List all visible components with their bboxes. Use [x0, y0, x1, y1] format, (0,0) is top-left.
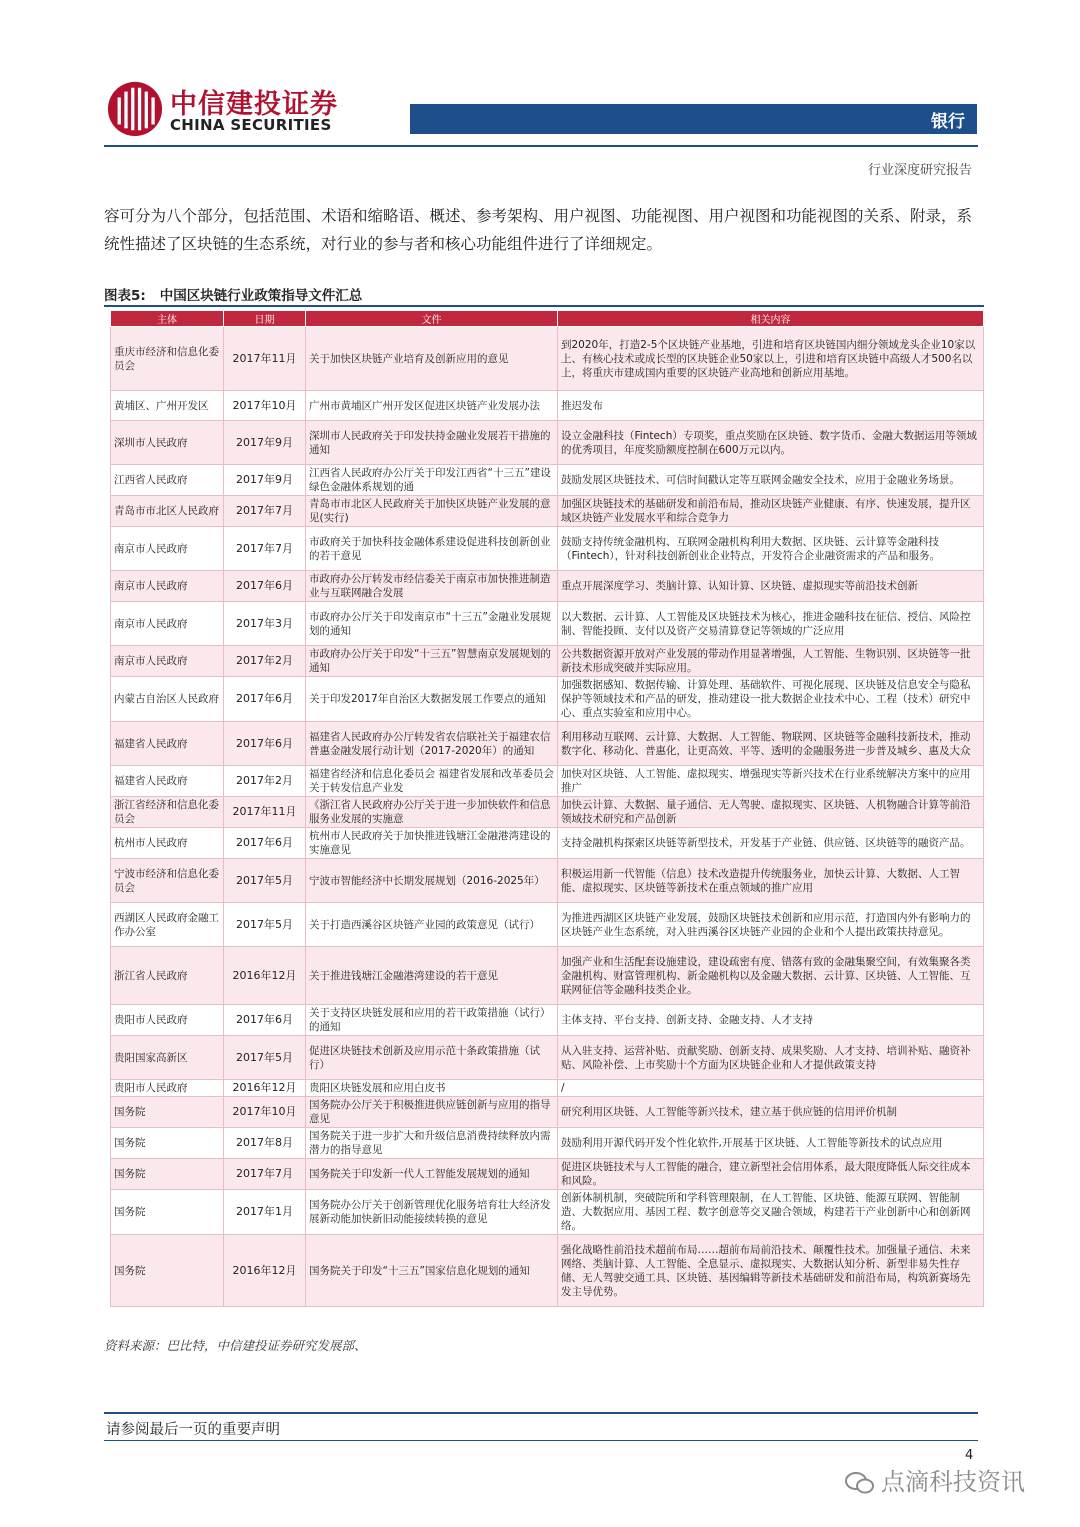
table-cell: 2017年6月: [224, 828, 306, 859]
table-cell: 江西省人民政府: [111, 465, 224, 496]
table-row: [111, 391, 984, 421]
table-cell: 研究利用区块链、人工智能等新兴技术，建立基于供应链的信用评价机制: [558, 1097, 984, 1128]
table-row: [111, 421, 984, 465]
table-cell: 2017年7月: [224, 496, 306, 527]
table-cell: 加强产业和生活配套设施建设，建设疏密有度、错落有致的金融集聚空间，有效集聚各类金融机构、财富管理机构、新金融机构以及金融大数据、云计算、区块链、人工智能、互联网征信等金融科技类企业。: [558, 947, 984, 1005]
watermark: [845, 1462, 1025, 1497]
table-cell: 贵阳区块链发展和应用白皮书: [306, 1080, 558, 1097]
table-cell: 江西省人民政府办公厅关于印发江西省“十三五”建设绿色金融体系规划的通: [306, 465, 558, 496]
table-cell: 以大数据、云计算、人工智能及区块链技术为核心，推进金融科技在征信、授信、风险控制、智能投顾、支付以及资产交易清算登记等领域的广泛应用: [558, 602, 984, 646]
table-cell: 杭州市人民政府: [111, 828, 224, 859]
table-cell: 国务院: [111, 1128, 224, 1159]
footer-divider-thin: [104, 1440, 978, 1441]
table-cell: 《浙江省人民政府办公厅关于进一步加快软件和信息服务业发展的实施意: [306, 797, 558, 828]
table-cell: 宁波市经济和信息化委员会: [111, 859, 224, 903]
table-cell: 关于打造西溪谷区块链产业园的政策意见（试行）: [306, 903, 558, 947]
page-number: 4: [965, 1448, 974, 1463]
table-cell: 国务院办公厅关于创新管理优化服务培育壮大经济发展新动能加快新旧动能接续转换的意见: [306, 1190, 558, 1235]
table-cell: 青岛市市北区人民政府关于加快区块链产业发展的意见(实行): [306, 496, 558, 527]
table-cell: 国务院: [111, 1190, 224, 1235]
table-row: [111, 496, 984, 527]
table-cell: 福建省人民政府办公厅转发省农信联社关于福建农信普惠金融发展行动计划（2017-2020年）的通知: [306, 722, 558, 766]
table-row: [111, 1097, 984, 1128]
table-cell: 鼓励发展区块链技术、可信时间戳认定等互联网金融安全技术，应用于金融业务场景。: [558, 465, 984, 496]
table-cell: 杭州市人民政府关于加快推进钱塘江金融港湾建设的实施意见: [306, 828, 558, 859]
table-cell: 市政府关于加快科技金融体系建设促进科技创新创业的若干意见: [306, 527, 558, 571]
brand-name-cn: 中信建投证券: [170, 89, 338, 120]
table-row: [111, 327, 984, 391]
table-cell: 为推进西湖区区块链产业发展，鼓励区块链技术创新和应用示范，打造国内外有影响力的区块链产业生态系统，对入驻西溪谷区块链产业园的企业和个人提出政策扶持意见。: [558, 903, 984, 947]
table-cell: 青岛市市北区人民政府: [111, 496, 224, 527]
table-cell: 2017年6月: [224, 722, 306, 766]
table-cell: 从入驻支持、运营补贴、贡献奖励、创新支持、成果奖励、人才支持、培训补贴、融资补贴、风险补偿、上市奖励十个方面为区块链企业和人才提供政策支持: [558, 1036, 984, 1080]
table-cell: 深圳市人民政府: [111, 421, 224, 465]
table-row: [111, 797, 984, 828]
column-header: 主体: [111, 311, 224, 327]
table-cell: 国务院办公厅关于积极推进供应链创新与应用的指导意见: [306, 1097, 558, 1128]
table-header-row: [111, 311, 984, 327]
source-note: 资料来源：巴比特，中信建投证券研究发展部、: [104, 1338, 367, 1353]
table-cell: 加快对区块链、人工智能、虚拟现实、增强现实等新兴技术在行业系统解决方案中的应用推广: [558, 766, 984, 797]
table-cell: 浙江省经济和信息化委员会: [111, 797, 224, 828]
figure-label: 图表5:: [104, 288, 146, 304]
table-cell: 利用移动互联网、云计算、大数据、人工智能、物联网、区块链等金融科技新技术，推动数字化、移动化、普惠化，让更高效、平等、透明的金融服务进一步普及城乡、惠及大众: [558, 722, 984, 766]
table-cell: 南京市人民政府: [111, 602, 224, 646]
header-divider: [104, 145, 978, 147]
table-cell: 2017年2月: [224, 766, 306, 797]
table-cell: 贵阳市人民政府: [111, 1005, 224, 1036]
table-cell: 广州市黄埔区广州开发区促进区块链产业发展办法: [306, 391, 558, 421]
table-cell: 2017年2月: [224, 646, 306, 677]
table-row: [111, 527, 984, 571]
table-cell: 加强数据感知、数据传输、计算处理、基础软件、可视化展现、区块链及信息安全与隐私保护等领域技术和产品的研发，推动建设一批大数据企业技术中心、工程（技术）研究中心、重点实验室和应用中心。: [558, 677, 984, 722]
brand-name-en: CHINA SECURITIES: [170, 116, 332, 134]
section-banner: [410, 104, 977, 134]
table-row: [111, 828, 984, 859]
table-cell: 国务院关于印发“十三五”国家信息化规划的通知: [306, 1235, 558, 1307]
table-cell: 鼓励利用开源代码开发个性化软件,开展基于区块链、人工智能等新技术的试点应用: [558, 1128, 984, 1159]
table-row: [111, 677, 984, 722]
table-cell: 2017年9月: [224, 421, 306, 465]
table-row: [111, 646, 984, 677]
table-cell: 市政府办公厅转发市经信委关于南京市加快推进制造业与互联网融合发展: [306, 571, 558, 602]
table-cell: 2017年10月: [224, 1097, 306, 1128]
table-row: [111, 1036, 984, 1080]
table-row: [111, 1080, 984, 1097]
table-cell: 支持金融机构探索区块链等新型技术，开发基于产业链、供应链、区块链等的融资产品。: [558, 828, 984, 859]
table-cell: 国务院: [111, 1235, 224, 1307]
table-cell: 加强区块链技术的基础研发和前沿布局，推动区块链产业健康、有序、快速发展，提升区域区块链产业发展水平和综合竞争力: [558, 496, 984, 527]
table-cell: 贵阳市人民政府: [111, 1080, 224, 1097]
table-cell: 国务院关于进一步扩大和升级信息消费持续释放内需潜力的指导意见: [306, 1128, 558, 1159]
table-row: [111, 947, 984, 1005]
table-cell: 2017年11月: [224, 327, 306, 391]
table-cell: 2017年1月: [224, 1190, 306, 1235]
table-cell: 促进区块链技术创新及应用示范十条政策措施（试行）: [306, 1036, 558, 1080]
table-cell: 南京市人民政府: [111, 527, 224, 571]
table-cell: 福建省人民政府: [111, 722, 224, 766]
table-body: [111, 327, 984, 1307]
table-row: [111, 1235, 984, 1307]
section-label: 银行: [931, 112, 965, 132]
table-cell: 南京市人民政府: [111, 646, 224, 677]
disclaimer: 请参阅最后一页的重要声明: [106, 1422, 280, 1438]
table-row: [111, 722, 984, 766]
table-cell: 鼓励支持传统金融机构、互联网金融机构利用大数据、区块链、云计算等金融科技（Fintech），针对科技创新创业企业特点，开发符合企业融资需求的产品和服务。: [558, 527, 984, 571]
table-cell: 福建省经济和信息化委员会 福建省发展和改革委员会关于转发信息产业发: [306, 766, 558, 797]
table-cell: 2016年12月: [224, 1235, 306, 1307]
table-cell: 积极运用新一代智能（信息）技术改造提升传统服务业，加快云计算、大数据、人工智能、虚拟现实、区块链等新技术在重点领域的推广应用: [558, 859, 984, 903]
table-cell: 宁波市智能经济中长期发展规划（2016-2025年）: [306, 859, 558, 903]
table-row: [111, 1128, 984, 1159]
table-cell: 国务院: [111, 1159, 224, 1190]
table-cell: 2017年8月: [224, 1128, 306, 1159]
table-row: [111, 465, 984, 496]
table-row: [111, 1190, 984, 1235]
table-cell: 重点开展深度学习、类脑计算、认知计算、区块链、虚拟现实等前沿技术创新: [558, 571, 984, 602]
watermark-text: 点滴科技资讯: [881, 1468, 1025, 1496]
table-cell: 设立金融科技（Fintech）专项奖，重点奖励在区块链、数字货币、金融大数据运用等领域的优秀项目，年度奖励额度控制在600万元以内。: [558, 421, 984, 465]
figure-title: [104, 284, 362, 304]
table-cell: 关于支持区块链发展和应用的若干政策措施（试行）的通知: [306, 1005, 558, 1036]
column-header: 相关内容: [558, 311, 984, 327]
table-cell: 2017年5月: [224, 903, 306, 947]
table-cell: 关于印发2017年自治区大数据发展工作要点的通知: [306, 677, 558, 722]
table-cell: 关于加快区块链产业培育及创新应用的意见: [306, 327, 558, 391]
table-cell: 福建省人民政府: [111, 766, 224, 797]
table-cell: 2016年12月: [224, 947, 306, 1005]
table-cell: 主体支持、平台支持、创新支持、金融支持、人才支持: [558, 1005, 984, 1036]
column-header: 文件: [306, 311, 558, 327]
table-cell: 到2020年，打造2-5个区块链产业基地，引进和培育区块链国内细分领域龙头企业10家以上、有核心技术或成长型的区块链企业50家以上，引进和培育区块链中高级人才500名以上，将重庆市建成国内重要的区块链产业高地和创新应用基地。: [558, 327, 984, 391]
table-cell: 2016年12月: [224, 1080, 306, 1097]
table-row: [111, 1005, 984, 1036]
table-cell: 2017年9月: [224, 465, 306, 496]
table-cell: 2017年7月: [224, 527, 306, 571]
table-cell: 内蒙古自治区人民政府: [111, 677, 224, 722]
table-cell: 2017年3月: [224, 602, 306, 646]
table-cell: 南京市人民政府: [111, 571, 224, 602]
table-cell: 国务院: [111, 1097, 224, 1128]
column-header: 日期: [224, 311, 306, 327]
table-row: [111, 903, 984, 947]
table-row: [111, 571, 984, 602]
table-cell: 2017年6月: [224, 571, 306, 602]
table-cell: 创新体制机制，突破院所和学科管理限制，在人工智能、区块链、能源互联网、智能制造、大数据应用、基因工程、数字创意等交叉融合领域，构建若干产业创新中心和创新网络。: [558, 1190, 984, 1235]
table-cell: 深圳市人民政府关于印发扶持金融业发展若干措施的通知: [306, 421, 558, 465]
intro-paragraph: 容可分为八个部分，包括范围、术语和缩略语、概述、参考架构、用户视图、功能视图、用户视图和功能视图的关系、附录，系统性描述了区块链的生态系统，对行业的参与者和核心功能组件进行了详细规定。: [104, 207, 973, 253]
table-cell: 市政府办公厅关于印发“十三五”智慧南京发展规划的通知: [306, 646, 558, 677]
table-cell: 西湖区人民政府金融工作办公室: [111, 903, 224, 947]
figure-caption: 中国区块链行业政策指导文件汇总: [159, 288, 363, 304]
table-cell: 2017年5月: [224, 1036, 306, 1080]
table-row: [111, 602, 984, 646]
wechat-icon: [845, 1471, 875, 1495]
figure-divider: [104, 305, 984, 307]
table-row: [111, 1159, 984, 1190]
table-cell: 公共数据资源开放对产业发展的带动作用显著增强，人工智能、生物识别、区块链等一批新技术形成突破并实际应用。: [558, 646, 984, 677]
table-cell: 强化战略性前沿技术超前布局……超前布局前沿技术、颠覆性技术。加强量子通信、未来网络、类脑计算、人工智能、全息显示、虚拟现实、大数据认知分析、新型非易失性存储、无人驾驶交通工具、区块链、基因编辑等新技术基础研发和前沿布局，构筑新赛场先发主导优势。: [558, 1235, 984, 1307]
table-cell: 2017年5月: [224, 859, 306, 903]
table-cell: 加快云计算、大数据、量子通信、无人驾驶、虚拟现实、区块链、人机物融合计算等前沿领域技术研究和产品创新: [558, 797, 984, 828]
report-type: 行业深度研究报告: [867, 163, 972, 178]
table-cell: 2017年6月: [224, 1005, 306, 1036]
table-cell: 促进区块链技术与人工智能的融合，建立新型社会信用体系，最大限度降低人际交往成本和风险。: [558, 1159, 984, 1190]
footer-divider: [104, 1412, 978, 1414]
policy-table: [110, 310, 984, 1307]
china-securities-logo-icon: [106, 80, 164, 138]
table-cell: 贵阳国家高新区: [111, 1036, 224, 1080]
table-cell: 2017年10月: [224, 391, 306, 421]
table-cell: 推迟发布: [558, 391, 984, 421]
table-cell: 关于推进钱塘江金融港湾建设的若干意见: [306, 947, 558, 1005]
table-cell: 黄埔区、广州开发区: [111, 391, 224, 421]
table-row: [111, 766, 984, 797]
table-cell: 市政府办公厅关于印发南京市“十三五”金融业发展规划的通知: [306, 602, 558, 646]
table-cell: 国务院关于印发新一代人工智能发展规划的通知: [306, 1159, 558, 1190]
table-cell: 2017年11月: [224, 797, 306, 828]
table-cell: /: [558, 1080, 984, 1097]
table-row: [111, 859, 984, 903]
table-cell: 2017年7月: [224, 1159, 306, 1190]
table-cell: 浙江省人民政府: [111, 947, 224, 1005]
table-cell: 2017年6月: [224, 677, 306, 722]
table-cell: 重庆市经济和信息化委员会: [111, 327, 224, 391]
